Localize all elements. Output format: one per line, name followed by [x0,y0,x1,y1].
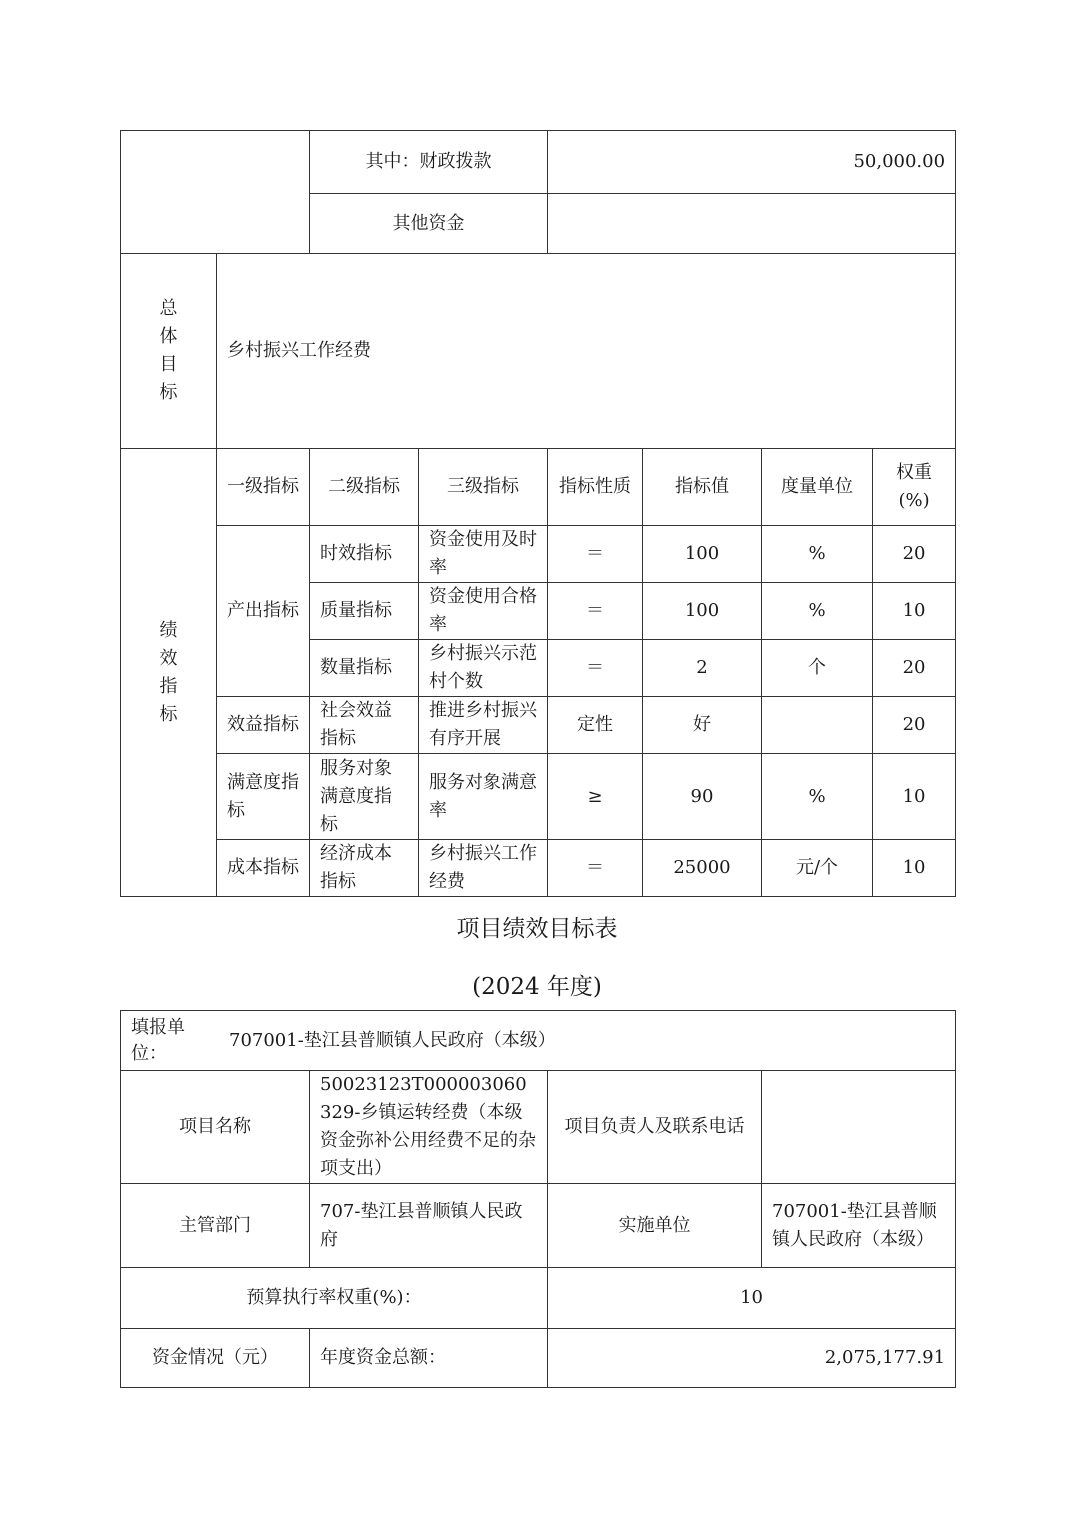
row-value: 25000 [643,840,762,897]
blank-cell [121,131,310,254]
budget-weight-label: 预算执行率权重(%)： [121,1268,548,1329]
budget-weight-value: 10 [548,1268,956,1329]
filing-unit-row [121,1011,956,1071]
finance-value: 50,000.00 [548,131,956,194]
table-row [121,697,956,754]
row-value: 好 [643,697,762,754]
row-nature: ＝ [548,583,643,640]
row-weight: 20 [873,526,956,583]
impl-unit-label: 实施单位 [548,1184,762,1268]
table-row [121,526,956,583]
fund-status-label: 资金情况（元） [121,1329,310,1388]
group-output: 产出指标 [217,526,310,697]
dept-value: 707-垫江县普顺镇人民政府 [310,1184,548,1268]
performance-table-top [120,130,956,897]
header-nature: 指标性质 [548,449,643,526]
row-value: 100 [643,526,762,583]
filing-unit-label: 填报单位： [131,1016,185,1064]
annual-total-value: 2,075,177.91 [548,1329,956,1388]
row-level2: 社会效益指标 [310,697,419,754]
other-funds-value [548,194,956,254]
other-funds-label: 其他资金 [310,194,548,254]
row-nature: ≥ [548,754,643,840]
project-name-value: 50023123T000003060329-乡镇运转经费（本级资金弥补公用经费不足的杂项支出） [310,1071,548,1184]
header-unit: 度量单位 [762,449,873,526]
overall-goal-text: 乡村振兴工作经费 [217,254,956,449]
row-nature: ＝ [548,640,643,697]
row-nature: ＝ [548,526,643,583]
row-level3: 服务对象满意率 [419,754,548,840]
page-title: 项目绩效目标表 [456,916,618,942]
row-value: 100 [643,583,762,640]
table-row [121,754,956,840]
row-level2: 经济成本指标 [310,840,419,897]
row-unit: % [762,526,873,583]
overall-goal-label: 总 体 目 标 [121,254,217,449]
row-unit: 个 [762,640,873,697]
row-level3: 乡村振兴工作经费 [419,840,548,897]
row-level2: 质量指标 [310,583,419,640]
impl-unit-value: 707001-垫江县普顺镇人民政府（本级） [762,1184,956,1268]
row-level2: 数量指标 [310,640,419,697]
row-weight: 20 [873,697,956,754]
group-benefit: 效益指标 [217,697,310,754]
row-nature: ＝ [548,840,643,897]
row-level3: 资金使用及时率 [419,526,548,583]
filing-unit-value: 707001-垫江县普顺镇人民政府（本级） [229,1029,556,1051]
row-weight: 10 [873,840,956,897]
row-unit: % [762,583,873,640]
row-nature: 定性 [548,697,643,754]
table-row [121,840,956,897]
row-level2: 时效指标 [310,526,419,583]
row-weight: 20 [873,640,956,697]
project-name-label: 项目名称 [121,1071,310,1184]
year-subtitle: (2024 年度) [472,974,602,1000]
finance-label: 其中：财政拨款 [310,131,548,194]
row-weight: 10 [873,583,956,640]
header-level2: 二级指标 [310,449,419,526]
row-level3: 推进乡村振兴有序开展 [419,697,548,754]
dept-label: 主管部门 [121,1184,310,1268]
annual-total-label: 年度资金总额： [310,1329,548,1388]
header-level3: 三级指标 [419,449,548,526]
row-weight: 10 [873,754,956,840]
group-cost: 成本指标 [217,840,310,897]
row-value: 2 [643,640,762,697]
row-level3: 乡村振兴示范村个数 [419,640,548,697]
header-level1: 一级指标 [217,449,310,526]
row-level2: 服务对象满意度指标 [310,754,419,840]
row-value: 90 [643,754,762,840]
header-value: 指标值 [643,449,762,526]
row-unit: % [762,754,873,840]
row-unit: 元/个 [762,840,873,897]
group-satisfaction: 满意度指标 [217,754,310,840]
contact-value [762,1071,956,1184]
project-info-table [120,1010,956,1388]
row-unit [762,697,873,754]
header-weight: 权重(%) [873,449,956,526]
contact-label: 项目负责人及联系电话 [548,1071,762,1184]
row-level3: 资金使用合格率 [419,583,548,640]
performance-indicator-label: 绩 效 指 标 [121,449,217,897]
